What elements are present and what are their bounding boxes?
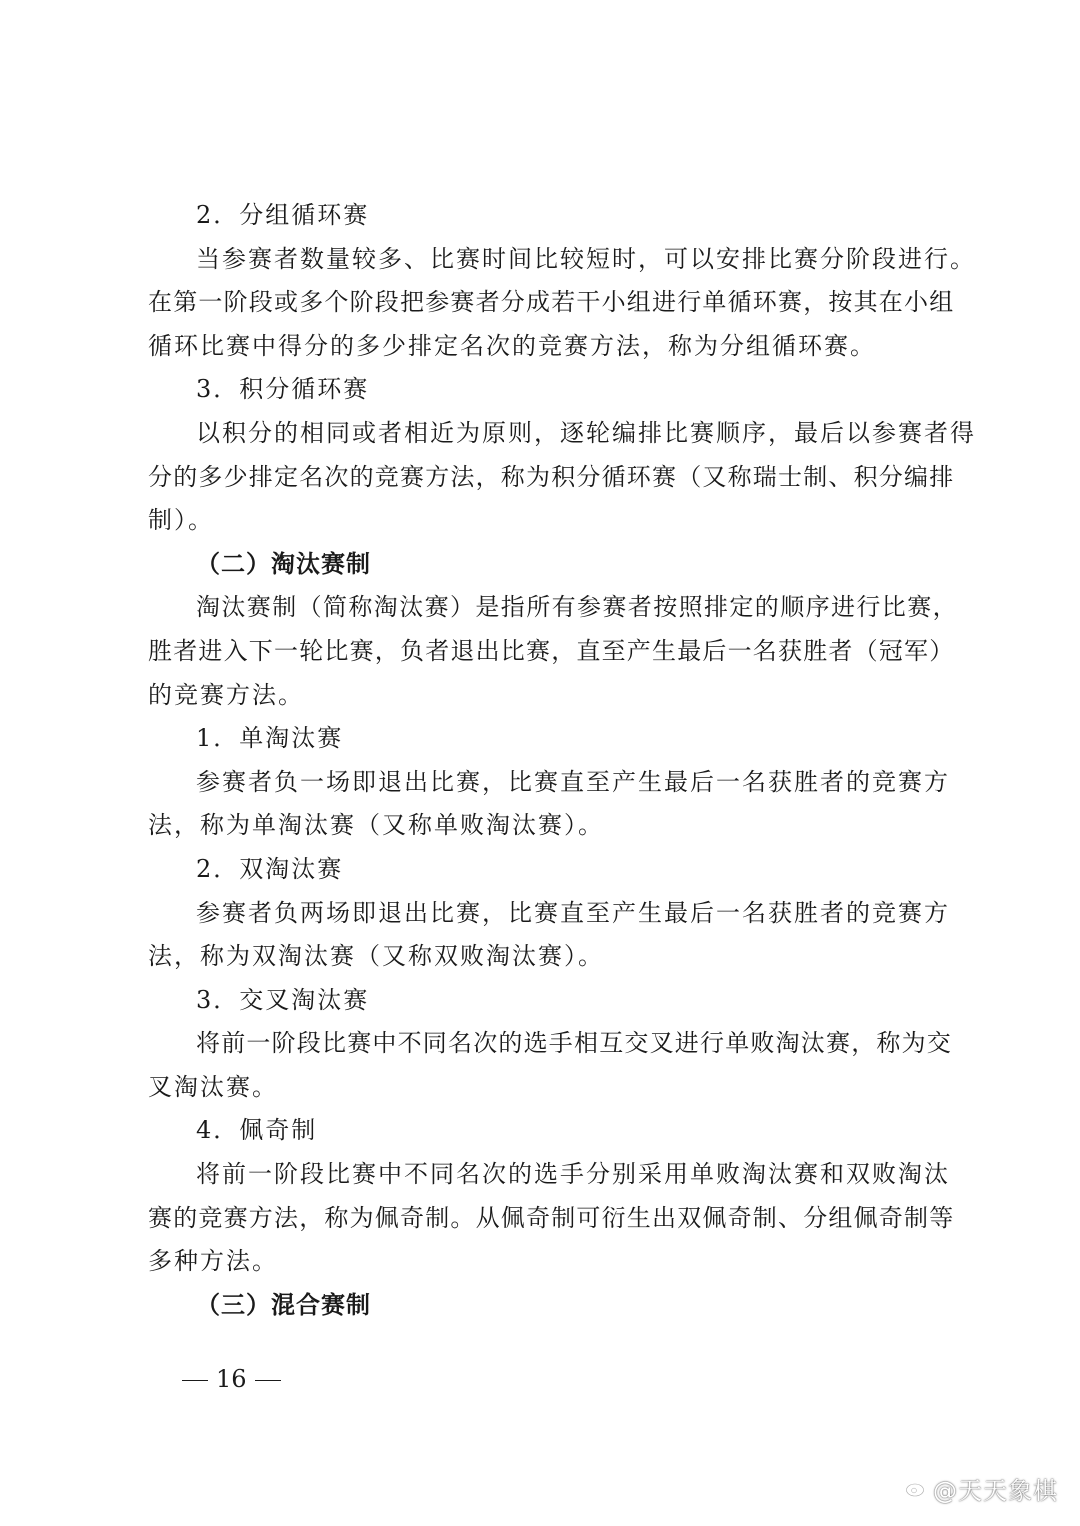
paragraph-line: 参赛者负两场即退出比赛，比赛直至产生最后一名获胜者的竞赛方 [196, 898, 950, 927]
subheading-cross-elimination: 3．交叉淘汰赛 [196, 985, 370, 1014]
paragraph-line: 以积分的相同或者相近为原则，逐轮编排比赛顺序，最后以参赛者得 [196, 418, 976, 447]
page-number-value: 16 [216, 1365, 247, 1393]
subheading-single-elimination: 1．单淘汰赛 [196, 724, 344, 753]
watermark [905, 1468, 1058, 1508]
paragraph-line: 多种方法。 [148, 1247, 278, 1276]
page-number-dash-left [182, 1380, 208, 1382]
paragraph-line: 当参赛者数量较多、比赛时间比较短时，可以安排比赛分阶段进行。 [196, 244, 976, 273]
subheading-double-elimination: 2．双淘汰赛 [196, 854, 344, 883]
paragraph-line: 的竞赛方法。 [148, 680, 304, 709]
subheading-points-round-robin: 3．积分循环赛 [196, 375, 370, 404]
page-number [174, 1363, 289, 1395]
subheading-page-system: 4．佩奇制 [196, 1116, 318, 1145]
paragraph-line: 法，称为双淘汰赛（又称双败淘汰赛）。 [148, 942, 604, 971]
paragraph-line: 淘汰赛制（简称淘汰赛）是指所有参赛者按照排定的顺序进行比赛， [196, 593, 958, 622]
paragraph-line: 法，称为单淘汰赛（又称单败淘汰赛）。 [148, 811, 604, 840]
section-heading-elimination: （二）淘汰赛制 [196, 549, 371, 578]
paragraph-line: 赛的竞赛方法，称为佩奇制。从佩奇制可衍生出双佩奇制、分组佩奇制等 [148, 1203, 955, 1232]
weibo-logo-icon [905, 1477, 927, 1499]
paragraph-line: 制）。 [148, 506, 214, 535]
paragraph-line: 将前一阶段比赛中不同名次的选手分别采用单败淘汰赛和双败淘汰 [196, 1160, 950, 1189]
subheading-group-round-robin: 2．分组循环赛 [196, 201, 370, 229]
document-body [148, 194, 976, 1327]
paragraph-line: 胜者进入下一轮比赛，负者退出比赛，直至产生最后一名获胜者（冠军） [148, 636, 955, 665]
paragraph-line: 分的多少排定名次的竞赛方法，称为积分循环赛（又称瑞士制、积分编排 [148, 462, 955, 491]
paragraph-line: 在第一阶段或多个阶段把参赛者分成若干小组进行单循环赛，按其在小组 [148, 288, 955, 317]
page-number-dash-right [255, 1380, 281, 1382]
watermark-text: @天天象棋 [933, 1476, 1058, 1505]
paragraph-line: 叉淘汰赛。 [148, 1072, 278, 1101]
paragraph-line: 循环比赛中得分的多少排定名次的竞赛方法，称为分组循环赛。 [148, 331, 876, 360]
paragraph-line: 将前一阶段比赛中不同名次的选手相互交叉进行单败淘汰赛，称为交 [196, 1029, 952, 1058]
paragraph-line: 参赛者负一场即退出比赛，比赛直至产生最后一名获胜者的竞赛方 [196, 767, 950, 796]
section-heading-mixed: （三）混合赛制 [196, 1290, 371, 1319]
